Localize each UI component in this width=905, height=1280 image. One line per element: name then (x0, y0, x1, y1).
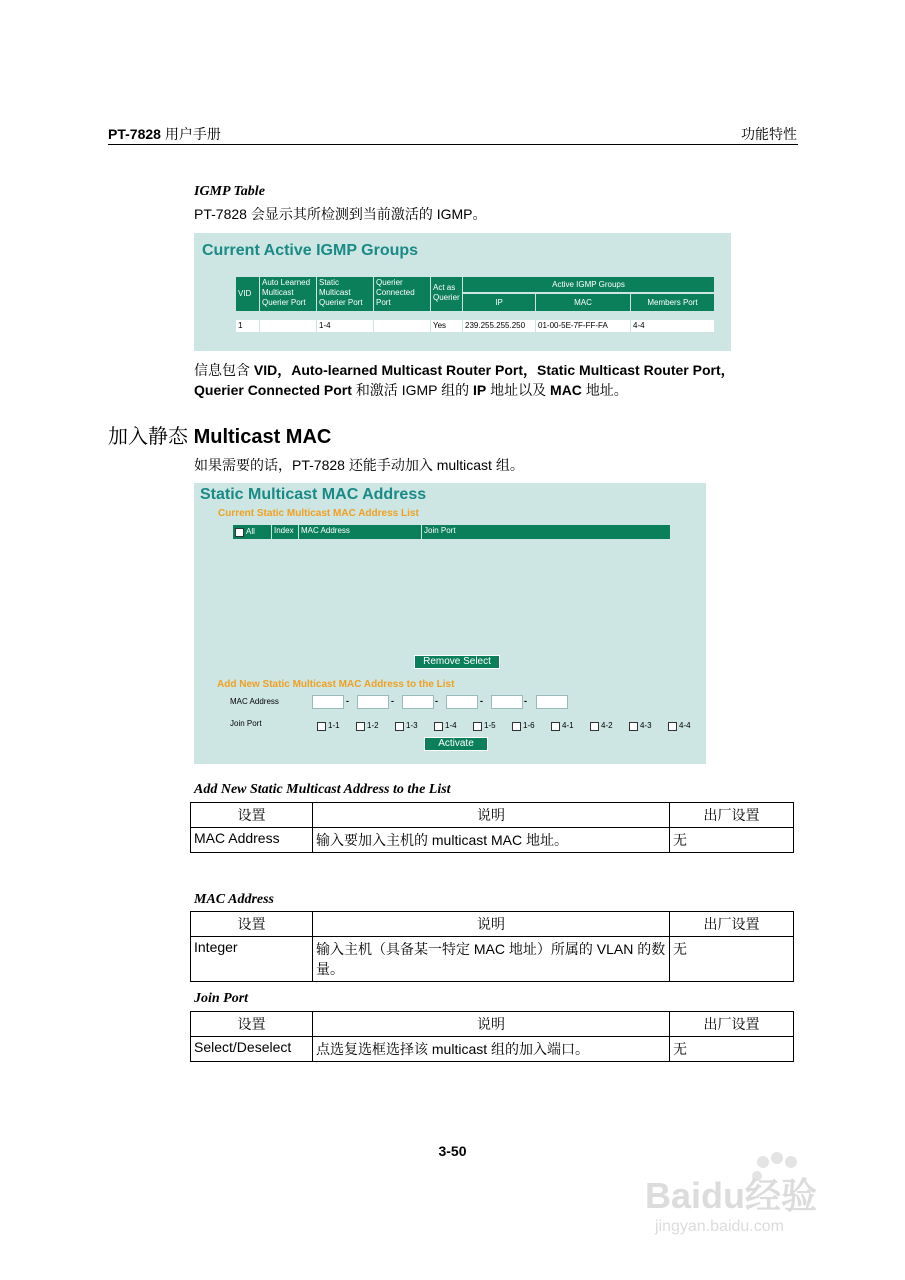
list-title: Current Static Multicast MAC Address List (218, 508, 419, 519)
settings-table-1 (190, 802, 794, 853)
checkbox-icon (512, 722, 521, 731)
static-mac-panel (194, 483, 706, 764)
col-act-as-querier: Act as Querier (431, 277, 462, 311)
checkbox-icon (590, 722, 599, 731)
select-all-checkbox[interactable] (235, 528, 244, 537)
cell-act-as-querier: Yes (431, 320, 462, 332)
table-header: 说明 (313, 803, 670, 828)
cell-auto-learned (260, 320, 316, 332)
header-divider (108, 144, 798, 145)
mac-octet-1-input[interactable] (312, 695, 344, 709)
table-row: Integer 输入主机（具备某一特定 MAC 地址）所属的 VLAN 的数量。 无 (191, 937, 794, 982)
col-ip: IP (463, 294, 535, 311)
running-header-left (108, 124, 221, 144)
checkbox-icon (668, 722, 677, 731)
col-querier-connected: Querier Connected Port (374, 277, 430, 311)
mac-dash: - (480, 696, 483, 706)
mac-address-label: MAC Address (230, 697, 279, 706)
static-panel-title: Static Multicast MAC Address (200, 486, 427, 503)
mac-dash: - (435, 696, 438, 706)
mac-dash: - (391, 696, 394, 706)
mac-octet-4-input[interactable] (446, 695, 478, 709)
port-checkbox-1-1[interactable]: 1-1 (317, 721, 340, 731)
checkbox-icon (551, 722, 560, 731)
watermark-url: jingyan.baidu.com (655, 1218, 784, 1235)
col-auto-learned: Auto Learned Multicast Querier Port (260, 277, 316, 311)
checkbox-icon (434, 722, 443, 731)
mac-dash: - (346, 696, 349, 706)
join-port-label: Join Port (230, 719, 262, 728)
cell-ip: 239.255.255.250 (463, 320, 535, 332)
activate-button[interactable]: Activate (424, 737, 488, 751)
table-header: 出厂设置 (670, 1012, 794, 1037)
igmp-info-line2: Querier Connected Port 和激活 IGMP 组的 IP 地址以及 MAC 地址。 (194, 382, 628, 398)
settings-table-3 (190, 1011, 794, 1062)
doc-suffix: 用户手册 (164, 126, 221, 142)
table-row: Select/Deselect 点选复选框选择该 multicast 组的加入端口。 无 (191, 1037, 794, 1062)
table-header: 说明 (313, 912, 670, 937)
col-mac-address: MAC Address (299, 525, 421, 539)
checkbox-icon (473, 722, 482, 731)
igmp-panel (194, 233, 731, 351)
port-checkbox-4-4[interactable]: 4-4 (668, 721, 691, 731)
table2-caption: MAC Address (194, 892, 275, 907)
mac-octet-2-input[interactable] (357, 695, 389, 709)
table-header: 设置 (191, 803, 313, 828)
igmp-heading: IGMP Table (194, 184, 265, 199)
table3-caption: Join Port (194, 991, 249, 1006)
table-header: 说明 (313, 1012, 670, 1037)
add-title: Add New Static Multicast MAC Address to the List (217, 679, 455, 690)
col-mac: MAC (536, 294, 630, 311)
port-checkbox-1-6[interactable]: 1-6 (512, 721, 535, 731)
checkbox-icon (395, 722, 404, 731)
remove-select-button[interactable]: Remove Select (414, 655, 500, 669)
igmp-panel-title: Current Active IGMP Groups (202, 242, 419, 259)
mac-octet-5-input[interactable] (491, 695, 523, 709)
col-members-port: Members Port (631, 294, 714, 311)
table-header: 出厂设置 (670, 912, 794, 937)
table-header: 设置 (191, 1012, 313, 1037)
col-all: All (233, 525, 271, 539)
port-checkbox-1-3[interactable]: 1-3 (395, 721, 418, 731)
checkbox-icon (356, 722, 365, 731)
mac-octet-3-input[interactable] (402, 695, 434, 709)
cell-mac: 01-00-5E-7F-FF-FA (536, 320, 630, 332)
port-checkbox-1-4[interactable]: 1-4 (434, 721, 457, 731)
port-checkbox-4-2[interactable]: 4-2 (590, 721, 613, 731)
section-title: 加入静态 Multicast MAC (108, 426, 332, 448)
table-row: MAC Address 输入要加入主机的 multicast MAC 地址。 无 (191, 828, 794, 853)
table-header: 出厂设置 (670, 803, 794, 828)
watermark-brand: Baidu经验 (645, 1175, 818, 1216)
cell-vid: 1 (236, 320, 259, 332)
page-number: 3-50 (438, 1143, 467, 1159)
cell-static-querier: 1-4 (317, 320, 373, 332)
baidu-watermark (645, 1148, 845, 1248)
checkbox-icon (629, 722, 638, 731)
chapter-title: 功能特性 (741, 126, 797, 142)
port-checkbox-4-3[interactable]: 4-3 (629, 721, 652, 731)
port-checkbox-1-2[interactable]: 1-2 (356, 721, 379, 731)
port-checkbox-4-1[interactable]: 4-1 (551, 721, 574, 731)
mac-dash: - (524, 696, 527, 706)
igmp-intro: PT-7828 会显示其所检测到当前激活的 IGMP。 (194, 206, 487, 222)
col-static-querier: Static Multicast Querier Port (317, 277, 373, 311)
settings-table-2 (190, 911, 794, 982)
section-intro: 如果需要的话，PT-7828 还能手动加入 multicast 组。 (194, 457, 524, 473)
cell-members-port: 4-4 (631, 320, 714, 332)
igmp-info-line1: 信息包含 VID，Auto-learned Multicast Router Port，Static Multicast Router Port， (194, 362, 735, 378)
doc-model: PT-7828 (108, 126, 161, 142)
col-join-port: Join Port (422, 525, 670, 539)
checkbox-icon (317, 722, 326, 731)
table-header: 设置 (191, 912, 313, 937)
col-vid: VID (236, 277, 259, 311)
col-active-groups: Active IGMP Groups (463, 277, 714, 292)
cell-querier-connected (374, 320, 430, 332)
port-checkbox-1-5[interactable]: 1-5 (473, 721, 496, 731)
col-index: Index (272, 525, 298, 539)
table1-caption: Add New Static Multicast Address to the List (194, 782, 451, 797)
mac-octet-6-input[interactable] (536, 695, 568, 709)
